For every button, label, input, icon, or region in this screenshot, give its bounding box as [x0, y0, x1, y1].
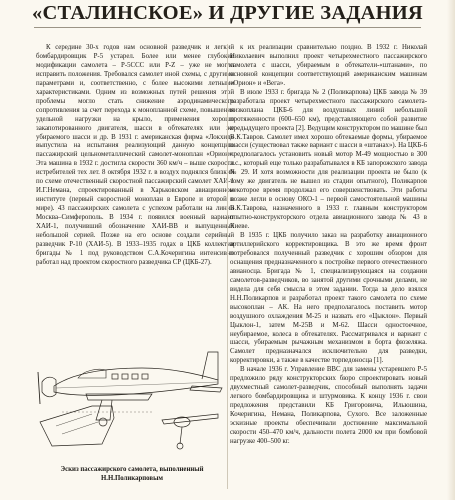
right-paragraph-3: В 1935 г. ЦКБ получило заказ на разработку авиационного артиллерийского корректировщика. В это же время фронт потребовался полученный разведчик с хорошим обзором для оснащения предназначенного к постройке первого отечественного авианосца. Бригада № 1, специализирующаяся на создании самолетов-разведчиков, во занятой другими срочными делами, не видела для себя смысла в этом задании. Тогда за дело взялся Н.Н.Поликарпов и разработал проект такого самолета по схеме высокоплан – АК. На него предполагалось поставить мотор воздушного охлаждения М-25 и назвать его «Цыклон». Первый Цыклон-1, затем М-25В и М-62. Шасси одностоечное, неубираемое, колеса в обтекателях. Рассматривался и вариант с шасси, убираемым рычажным механизмом в борта фюзеляжа. Самолет предназначался исключительно для разведки, корректировки, а также в качестве торпедоносца [1]. — [230, 232, 427, 365]
aircraft-sketch-figure — [32, 322, 228, 464]
right-paragraph-4: В начале 1936 г. Управление ВВС для замены устаревшего Р-5 предложило ряду конструкторских бюро спроектировать новый двухместный самолет-разведчик, способный выполнять задачи легкого бомбардировщика и штурмовика. К концу 1936 г. свои предложения представили КБ Григоровича, Ильюшина, Кочеригина, Немана, Поликарпова, Сухого. Все заложенные эскизные проекты обеспечивали достижение максимальной скорости 450–470 км/ч, дальности полета 2000 км при бомбовой нагрузке 400–500 кг. — [230, 366, 427, 445]
figure-caption: Эскиз пассажирского самолета, выполненный Н.Н.Поликарповым — [60, 466, 204, 482]
page-edge-shadow — [447, 0, 455, 500]
right-column — [230, 44, 427, 447]
page-title: «СТАЛИНСКОЕ» И ДРУГИЕ ЗАДАНИЯ — [32, 2, 423, 24]
left-paragraph-1: К середине 30-х годов нам основной разведчик и легкий бомбардировщик Р-5 устарел. Более или менее глубокие модификации самолета – Р-5ССС или Р-Z – уже не могли исправить положения. Требовался самолет иной схемы, с другими параметрами и, соответственно, с более высокими летными характеристиками. Одним из возможных путей решения этой проблемы могло стать снижение аэродинамического сопротивления за счет перехода к монопланной схеме, повышения удельной нагрузки на крыло, применения хорошо закапотированного двигателя, шасси в обтекателях или же убираемого шасси и др. В 1931 г. американская фирма «Локхид» выпустила на испытания реализующий данную концепцию пассажирский цельнометаллический самолет-моноплан «Орион». Эта машина в 1932 г. достигла скорости 360 км/ч – выше скорости истребителей тех лет. 8 октября 1932 г. в воздух поднялся близкий по схеме отечественный скоростной пассажирский самолет ХАИ-1 И.Г.Немана, спроектированный в Харьковском авиационном институте (первый скоростной моноплан в Европе и второй в мире). 43 пассажирских самолета с успехом работали на линии Москва–Симферополь. В 1934 г. появился военный вариант ХАИ-1, получивший обозначение ХАИ-ВВ и выпущенный небольшой серией. Позже на его основе создали серийный разведчик Р-10 (ХАИ-5). В 1933–1935 годах в ЦКБ коллектив бригады № 1 под руководством С.А.Кочеригина интенсивно работал над проектом скоростного разведчика СР (ЦКБ-27). — [36, 44, 234, 266]
passenger-plane-sketch — [32, 322, 228, 464]
right-paragraph-1: к их реализации сравнительно поздно. В 1932 г. Николай Николаевич выполнил проект четырехместного пассажирского самолета с шасси, убираемым в обтекатели-«штанами», по основной концепции соответствующий американским машинам «Орион» и «Вега». — [230, 44, 427, 87]
title-rule — [34, 27, 421, 28]
right-paragraph-2: В июле 1933 г. бригада № 2 (Поликарпова) ЦКБ завода № 39 разработала проект четырехместного пассажирского самолета-низкоплана ЦКБ-6 для воздушных линий небольшой протяженности (600–650 км), представляющего собой развитие предыдущего проекта [2]. Ведущим конструктором по машине был В.К.Тавров. Самолет имел хорошо обтекаемые формы, убираемое шасси (существовал также вариант с шасси в «штанах»). На ЦКБ-6 предполагалось установить новый мотор М-49 мощностью в 300 л.с., который еще только разрабатывался в КБ запорожского завода № 29. И хотя возможности для реализации проекта не было (к тому же двигатель не вышел из стадии опытного), Поликарпов некоторое время продолжал его совершенствовать. Эти работы позже легли в основу ОКО-1 – первой самостоятельной машины В.К.Таврова, назначенного в 1933 г. главным конструктором опытно-конструкторского отдела авиационного завода № 43 в Киеве. — [230, 88, 427, 231]
left-column — [36, 44, 234, 268]
